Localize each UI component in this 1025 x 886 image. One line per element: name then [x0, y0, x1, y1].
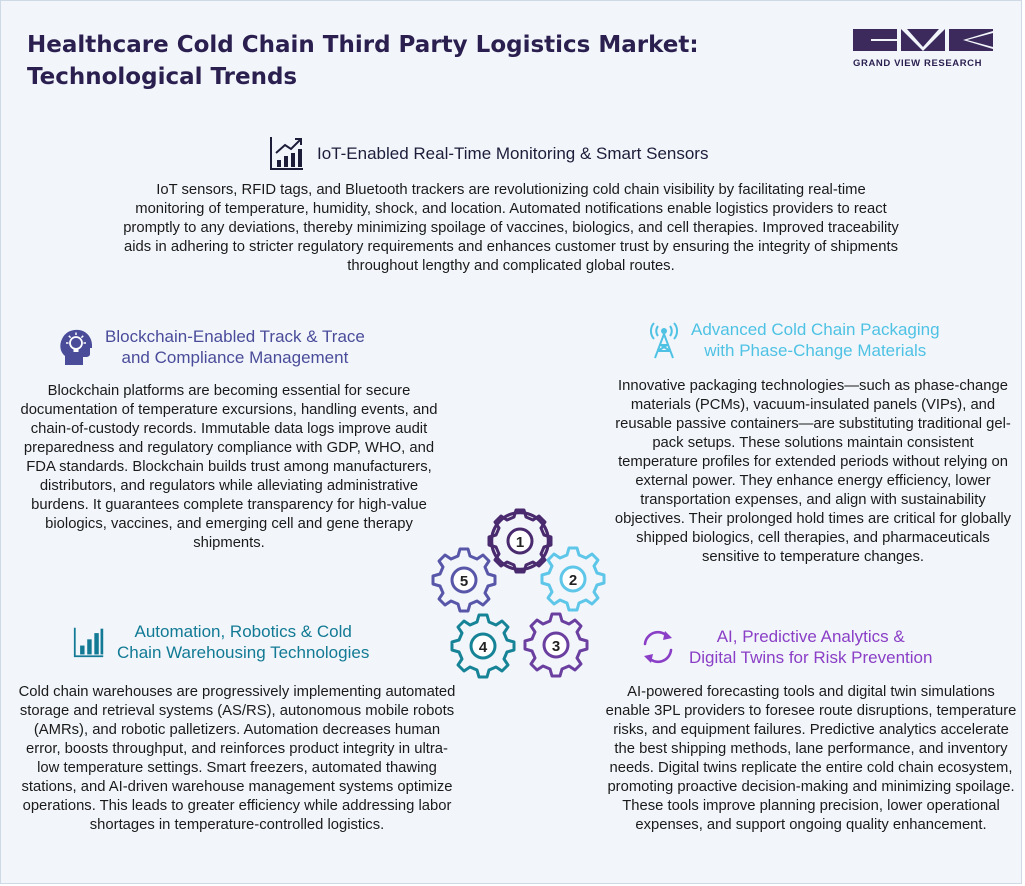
gear-5-label: 5 — [459, 573, 469, 590]
iot-title: IoT-Enabled Real-Time Monitoring & Smart Sensors — [317, 143, 709, 163]
ai-heading — [639, 626, 932, 668]
automation-heading — [73, 621, 369, 663]
ai-title-line-1: AI, Predictive Analytics & — [716, 627, 905, 646]
logo-caption: GRAND VIEW RESEARCH — [853, 58, 983, 69]
logo-v-icon — [901, 29, 945, 51]
ai-title — [689, 626, 932, 668]
blockchain-heading — [59, 326, 365, 368]
gear-3-label: 3 — [551, 638, 561, 655]
head-lightbulb-icon — [59, 328, 93, 366]
automation-title-line-1: Automation, Robotics & Cold — [134, 622, 352, 641]
packaging-title-line-1: Advanced Cold Chain Packaging — [691, 320, 940, 339]
iot-heading — [269, 135, 708, 171]
logo-block-g — [853, 29, 897, 51]
page-title-line-1: Healthcare Cold Chain Third Party Logistics Market: — [27, 32, 699, 58]
blockchain-body: Blockchain platforms are becoming essential for secure documentation of temperature excursions, handling events, and chain-of-custody records. Immutable data logs improve audit preparedness and regulatory compliance with GDP, WHO, and FDA standards. Blockchain builds trust among manufacturers, distributors, and regulators while alleviating administrative burdens. It guarantees complete transparency for high-value biologics, vaccines, and emerging cell and gene therapy shipments. — [20, 383, 438, 551]
bar-chart-icon — [73, 626, 105, 658]
packaging-heading — [649, 319, 940, 361]
packaging-title-line-2: with Phase-Change Materials — [704, 341, 927, 360]
gear-3 — [525, 614, 587, 676]
gears-cluster — [426, 496, 621, 701]
gear-1 — [489, 510, 551, 572]
gear-5 — [433, 549, 495, 611]
ai-body: AI-powered forecasting tools and digital twin simulations enable 3PL providers to foresee route disruptions, temperature risks, and equipment failures. Predictive analytics accelerate the best shipping methods, lane performance, and inventory needs. Digital twins replicate the entire cold chain ecosystem, promoting proactive decision-making and minimizing spoilage. These tools improve planning precision, lower operational expenses, and support ongoing quality enhancement. — [605, 684, 1017, 833]
grand-view-research-logo — [853, 29, 998, 73]
logo-block-v — [901, 29, 945, 51]
automation-title — [117, 621, 369, 663]
gear-4-label: 4 — [478, 639, 488, 656]
gear-2 — [542, 548, 604, 610]
automation-body: Cold chain warehouses are progressively implementing automated storage and retrieval systems (AS/RS), autonomous mobile robots (AMRs), and robotic palletizers. Automation decreases human error, boosts throughput, and reinforces product integrity in ultra-low temperature settings. Smart freezers, automated thawing stations, and AI-driven warehouse management systems optimize operations. This leads to greater efficiency while addressing labor shortages in temperature-controlled logistics. — [18, 684, 456, 833]
page-title — [27, 29, 807, 93]
automation-title-line-2: Chain Warehousing Technologies — [117, 643, 370, 662]
cycle-arrows-icon — [639, 628, 677, 666]
iot-body: IoT sensors, RFID tags, and Bluetooth trackers are revolutionizing cold chain visibility by facilitating real-time monitoring of temperature, humidity, shock, and location. Automated notifications enable logistics providers to react promptly to any deviations, thereby minimizing spoilage of vaccines, biologics, and cell therapies. Improved traceability aids in adhering to stricter regulatory requirements and enhances customer trust by ensuring the integrity of shipments throughout lengthy and complicated global routes. — [123, 182, 899, 274]
logo-block-r — [949, 29, 993, 51]
blockchain-title-line-1: Blockchain-Enabled Track & Trace — [105, 327, 365, 346]
logo-g-icon — [853, 29, 897, 51]
gear-4 — [452, 615, 514, 677]
logo-r-icon — [949, 29, 993, 51]
packaging-title — [691, 319, 940, 361]
signal-tower-icon — [649, 320, 679, 360]
packaging-body: Innovative packaging technologies—such as phase-change materials (PCMs), vacuum-insulated panels (VIPs), and reusable passive containers—are substituting traditional gel-pack setups. These solutions maintain consistent temperature profiles for extended periods without relying on external power. They enhance energy efficiency, lower transportation expenses, and align with sustainability objectives. Their prolonged hold times are critical for globally shipped biologics, cell therapies, and pharmaceuticals sensitive to temperature changes. — [614, 378, 1012, 565]
logo-blocks — [853, 29, 998, 51]
gear-2-label: 2 — [568, 572, 578, 589]
blockchain-title — [105, 326, 365, 368]
gear-1-label: 1 — [515, 534, 525, 551]
blockchain-title-line-2: and Compliance Management — [121, 348, 349, 367]
ai-title-line-2: Digital Twins for Risk Prevention — [689, 648, 933, 667]
page-title-line-2: Technological Trends — [27, 64, 298, 90]
bar-chart-icon — [269, 135, 305, 171]
